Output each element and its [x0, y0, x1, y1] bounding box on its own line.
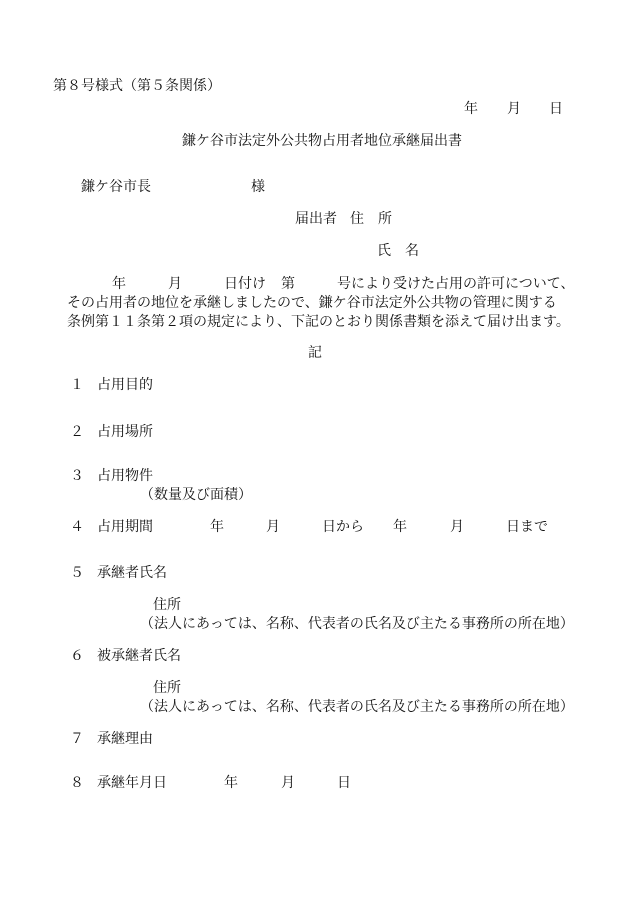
item-5-note: （法人にあっては、名称、代表者の氏名及び主たる事務所の所在地）: [140, 616, 574, 632]
item-3-sub: （数量及び面積）: [140, 487, 252, 503]
item-4-to-month: 月: [450, 519, 464, 535]
body-line1-rest: 号により受けた占用の許可について、: [337, 276, 575, 292]
notifier-name-label: 氏 名: [377, 243, 419, 259]
item-4-number: ４: [70, 519, 84, 535]
item-5-label: 承継者氏名: [97, 565, 167, 581]
item-8-label: 承継年月日: [97, 775, 167, 791]
date-day-label: 日: [549, 101, 563, 117]
item-6-note: （法人にあっては、名称、代表者の氏名及び主たる事務所の所在地）: [140, 699, 574, 715]
notifier-label: 届出者: [295, 211, 337, 227]
body-month-label: 月: [168, 276, 182, 292]
body-year-label: 年: [112, 276, 126, 292]
item-4-label: 占用期間: [97, 519, 153, 535]
notifier-address-label: 住 所: [350, 211, 392, 227]
item-7-number: ７: [70, 731, 84, 747]
item-1-number: １: [70, 377, 84, 393]
item-4-from-year: 年: [210, 519, 224, 535]
ki-heading: 記: [308, 345, 322, 361]
item-4-from-day: 日から: [322, 519, 364, 535]
item-8-number: ８: [70, 775, 84, 791]
body-line3: 条例第１１条第２項の規定により、下記のとおり関係書類を添えて届け出ます。: [67, 314, 570, 330]
item-7-label: 承継理由: [97, 731, 153, 747]
body-date-suffix: 日付け: [224, 276, 266, 292]
item-3-label: 占用物件: [97, 468, 153, 484]
date-month-label: 月: [507, 101, 521, 117]
item-6-label: 被承継者氏名: [97, 648, 181, 664]
body-number-prefix: 第: [281, 276, 295, 292]
body-line2: その占用者の地位を承継しましたので、鎌ケ谷市法定外公共物の管理に関する: [67, 295, 557, 311]
item-1-label: 占用目的: [97, 377, 153, 393]
item-4-to-day: 日まで: [506, 519, 548, 535]
item-6-number: ６: [70, 648, 84, 664]
item-5-number: ５: [70, 565, 84, 581]
item-4-to-year: 年: [393, 519, 407, 535]
form-number: 第８号様式（第５条関係）: [53, 78, 221, 94]
item-2-number: ２: [70, 424, 84, 440]
addressee-mayor: 鎌ケ谷市長: [81, 179, 151, 195]
item-8-day: 日: [337, 775, 351, 791]
document-title: 鎌ケ谷市法定外公共物占用者地位承継届出書: [182, 133, 462, 149]
item-5-address: 住所: [153, 597, 181, 613]
item-4-from-month: 月: [266, 519, 280, 535]
item-3-number: ３: [70, 468, 84, 484]
date-year-label: 年: [464, 101, 478, 117]
addressee-honorific: 様: [251, 179, 265, 195]
item-6-address: 住所: [153, 680, 181, 696]
item-8-month: 月: [281, 775, 295, 791]
item-8-year: 年: [224, 775, 238, 791]
item-2-label: 占用場所: [97, 424, 153, 440]
